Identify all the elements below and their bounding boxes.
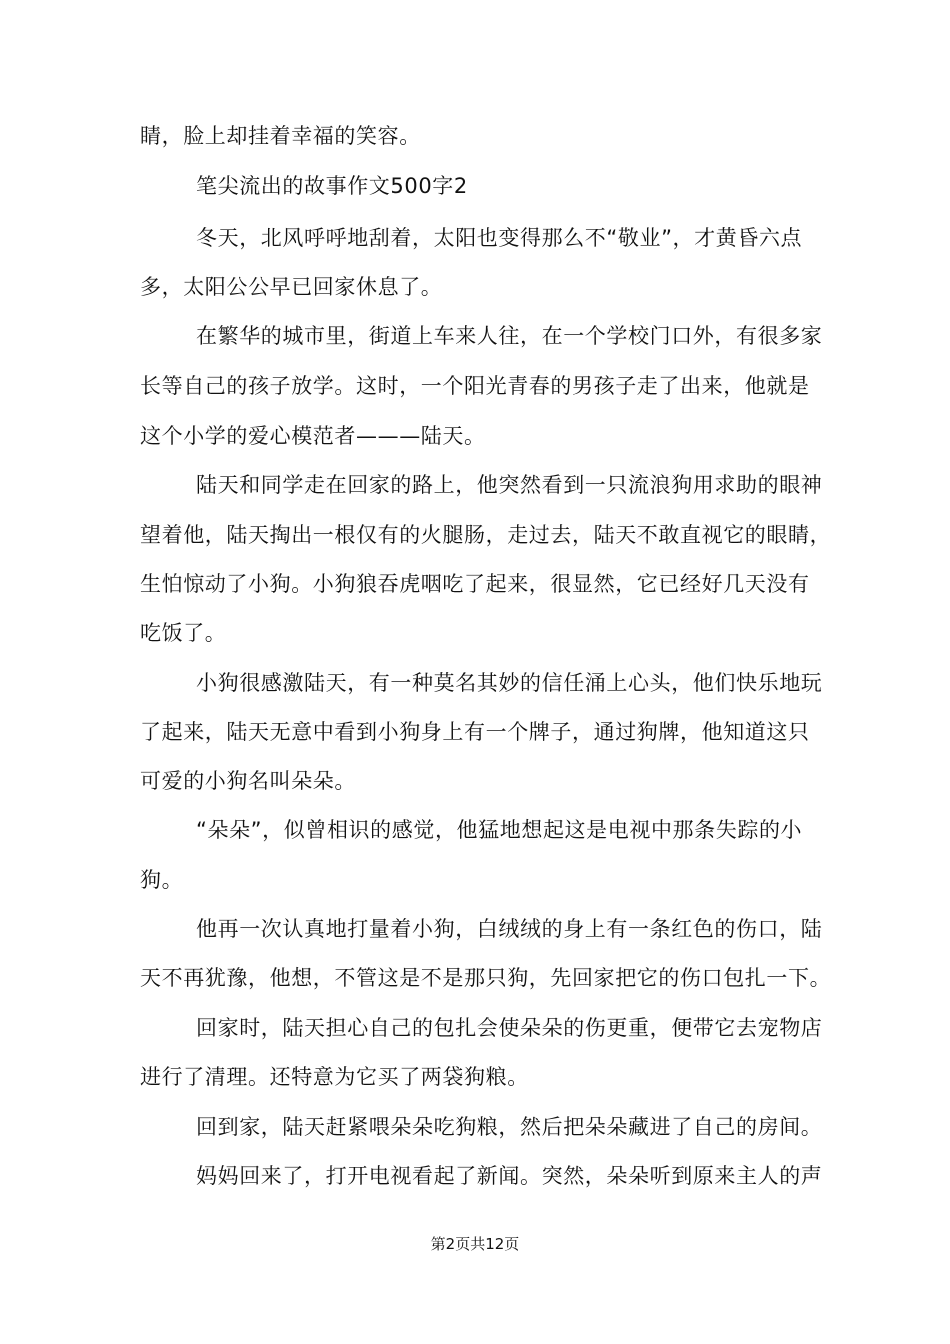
text-line: 狗。 [140, 868, 184, 892]
text-line: 陆天和同学走在回家的路上，他突然看到一只流浪狗用求助的眼神 [196, 473, 823, 497]
text-line: 吃饭了。 [140, 621, 227, 645]
text-line: 了起来，陆天无意中看到小狗身上有一个牌子，通过狗牌，他知道这只 [140, 720, 810, 744]
text-line: “朵朵”，似曾相识的感觉，他猛地想起这是电视中那条失踪的小 [196, 818, 803, 842]
text-line: 天不再犹豫，他想，不管这是不是那只狗，先回家把它的伤口包扎一下。 [140, 966, 832, 990]
text-line: 小狗很感激陆天，有一种莫名其妙的信任涌上心头，他们快乐地玩 [196, 671, 823, 695]
text-line: 进行了清理。还特意为它买了两袋狗粮。 [140, 1065, 529, 1089]
text-line: 他再一次认真地打量着小狗，白绒绒的身上有一条红色的伤口，陆 [196, 917, 823, 941]
text-line: 睛，脸上却挂着幸福的笑容。 [140, 124, 421, 148]
section-heading: 笔尖流出的故事作文500字2 [196, 174, 468, 198]
text-line: 回家时，陆天担心自己的包扎会使朵朵的伤更重，便带它去宠物店 [196, 1016, 823, 1040]
text-line: 在繁华的城市里，街道上车来人往，在一个学校门口外，有很多家 [196, 324, 823, 348]
text-line: 长等自己的孩子放学。这时，一个阳光青春的男孩子走了出来，他就是 [140, 374, 810, 398]
text-line: 冬天，北风呼呼地刮着，太阳也变得那么不“敬业”，才黄昏六点 [196, 226, 803, 250]
text-line: 妈妈回来了，打开电视看起了新闻。突然，朵朵听到原来主人的声 [196, 1164, 823, 1188]
text-line: 回到家，陆天赶紧喂朵朵吃狗粮，然后把朵朵藏进了自己的房间。 [196, 1115, 823, 1139]
text-line: 多，太阳公公早已回家休息了。 [140, 275, 443, 299]
page-number-footer: 第2页共12页 [430, 1235, 520, 1253]
text-line: 生怕惊动了小狗。小狗狼吞虎咽吃了起来，很显然，它已经好几天没有 [140, 572, 810, 596]
text-line: 望着他，陆天掏出一根仅有的火腿肠，走过去，陆天不敢直视它的眼睛， [140, 523, 832, 547]
text-line: 这个小学的爱心模范者———陆天。 [140, 424, 486, 448]
text-line: 可爱的小狗名叫朵朵。 [140, 769, 356, 793]
